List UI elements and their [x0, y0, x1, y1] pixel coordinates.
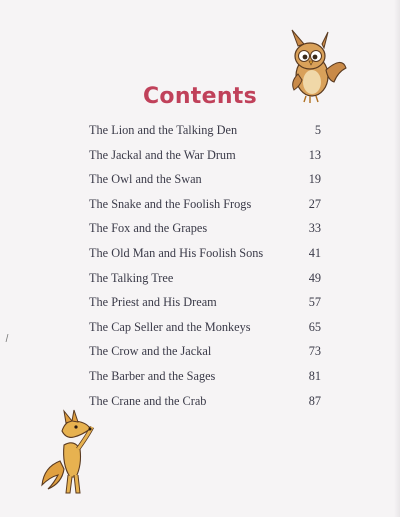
toc-entry [89, 241, 321, 266]
toc-entry-page: 73 [308, 344, 321, 359]
toc-entry [89, 167, 321, 192]
toc-entry-title: The Old Man and His Foolish Sons [89, 245, 264, 260]
toc-entry [89, 389, 321, 414]
toc-entry-title: The Barber and the Sages [89, 368, 216, 383]
toc-entry-page: 5 [314, 123, 321, 137]
toc-entry-title: The Snake and the Foolish Frogs [89, 196, 252, 211]
toc-entry-title: The Jackal and the War Drum [89, 147, 236, 162]
toc-entry-page: 57 [308, 295, 321, 310]
toc-entry-title: The Cap Seller and the Monkeys [89, 319, 251, 334]
margin-mark [5, 334, 9, 342]
toc-entry [89, 315, 321, 340]
toc-entry-page: 87 [308, 393, 321, 408]
toc-entry-title: The Crane and the Crab [89, 393, 207, 408]
toc-entry-title: The Priest and His Dream [89, 295, 217, 310]
fox-illustration [40, 405, 106, 497]
toc-entry [89, 143, 321, 168]
toc-entry [89, 216, 321, 241]
toc-entry [89, 266, 321, 291]
table-of-contents [89, 118, 321, 413]
toc-entry-page: 49 [308, 270, 321, 285]
toc-entry-title: The Fox and the Grapes [89, 221, 208, 236]
toc-entry [89, 339, 321, 364]
toc-entry-title: The Owl and the Swan [89, 172, 202, 187]
toc-entry [89, 192, 321, 217]
page-title: Contents [142, 84, 258, 109]
toc-entry-title: The Crow and the Jackal [89, 344, 212, 359]
toc-entry-page: 41 [308, 245, 321, 260]
toc-entry-page: 13 [308, 147, 321, 162]
page-edge-shadow [394, 0, 400, 517]
toc-entry [89, 290, 321, 315]
toc-entry [89, 364, 321, 389]
toc-entry-title: The Talking Tree [89, 270, 174, 285]
toc-entry-page: 33 [308, 221, 321, 236]
toc-entry-page: 65 [308, 319, 321, 334]
toc-entry-page: 19 [308, 172, 321, 187]
toc-entry [89, 118, 321, 143]
toc-entry-page: 27 [308, 196, 321, 211]
toc-entry-page: 81 [308, 368, 321, 383]
toc-entry-title: The Lion and the Talking Den [89, 123, 238, 137]
